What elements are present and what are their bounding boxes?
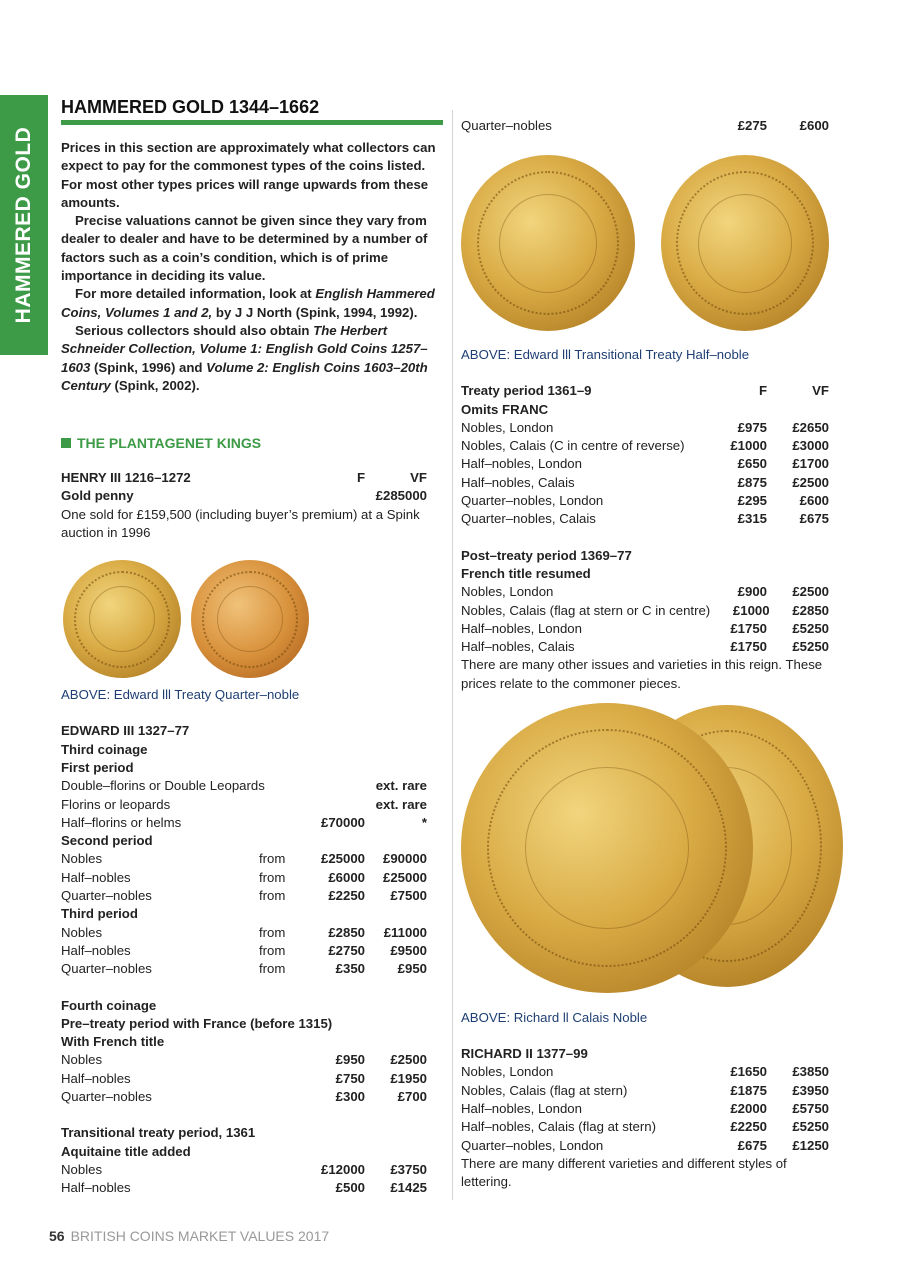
price-vf: £675 xyxy=(799,511,829,527)
price-vf: £5250 xyxy=(792,620,829,636)
publication-title: BRITISH COINS MARKET VALUES 2017 xyxy=(70,1228,330,1244)
table-row xyxy=(61,960,427,978)
table-row xyxy=(61,814,427,832)
price-f: £6000 xyxy=(328,869,365,885)
price-vf: £3950 xyxy=(792,1082,829,1098)
table-row xyxy=(61,1088,427,1106)
subheading-label: First period xyxy=(61,759,134,775)
table-row xyxy=(61,887,427,905)
price-vf: £9500 xyxy=(390,942,427,958)
coin-photo-quarter-noble xyxy=(63,560,443,678)
reign-heading xyxy=(461,1045,829,1063)
price-vf: £950 xyxy=(397,961,427,977)
subheading-label: Fourth coinage xyxy=(61,997,157,1013)
price-f: £2850 xyxy=(328,924,365,940)
price-f: £975 xyxy=(737,419,767,435)
coin-label: Half–nobles xyxy=(61,1180,131,1196)
richard-note: There are many different varieties and different styles of lettering. xyxy=(461,1155,787,1190)
coin-label: Half–florins or helms xyxy=(61,814,182,830)
section-side-tab xyxy=(0,95,48,355)
period-heading-label: Post–treaty period 1369–77 xyxy=(461,547,632,563)
coin-reverse-image xyxy=(191,560,309,678)
table-row xyxy=(461,638,829,656)
subheading xyxy=(61,759,427,777)
price-vf: £2500 xyxy=(792,474,829,490)
price-f: £300 xyxy=(335,1088,365,1104)
coin-label: Quarter–nobles xyxy=(61,961,152,977)
table-row xyxy=(461,455,829,473)
subheading xyxy=(61,1033,427,1051)
price-vf: £2500 xyxy=(792,584,829,600)
from-qualifier: from xyxy=(259,869,286,885)
post-treaty-note: There are many other issues and varieties in this reign. These prices relate to the commoner pieces. xyxy=(461,657,823,691)
intro-text-span: (Spink, 2002). xyxy=(110,377,200,393)
price-vf: £3000 xyxy=(792,438,829,454)
coin-label: Nobles, London xyxy=(461,1064,554,1080)
price-vf: £90000 xyxy=(382,851,427,867)
reign-heading-label: EDWARD III 1327–77 xyxy=(61,723,190,739)
grade-vf-heading: VF xyxy=(812,383,829,399)
subheading xyxy=(61,832,427,850)
table-row xyxy=(461,1082,829,1100)
intro-text xyxy=(61,139,443,395)
table-row xyxy=(61,1179,427,1197)
intro-paragraph-3 xyxy=(61,285,443,322)
price-f: £1750 xyxy=(730,639,767,655)
subheading xyxy=(61,1124,427,1142)
subheading-label: Omits FRANC xyxy=(461,401,549,417)
price-vf: £11000 xyxy=(383,924,427,940)
henry-note: One sold for £159,500 (including buyer’s premium) at a Spink auction in 1996 xyxy=(61,506,420,541)
coin-photo-half-noble xyxy=(461,155,829,331)
subheading-label: Third period xyxy=(61,906,138,922)
price-vf: £2500 xyxy=(390,1052,427,1068)
grade-f-heading: F xyxy=(356,470,365,486)
subheading-label: French title resumed xyxy=(461,565,591,581)
section-heading xyxy=(61,435,443,451)
price-vf: £600 xyxy=(799,118,829,133)
page-number: 56 xyxy=(49,1228,65,1244)
price-vf: £5250 xyxy=(792,639,829,655)
table-row xyxy=(461,602,829,620)
edward-iii-table xyxy=(61,722,443,1197)
from-qualifier xyxy=(259,796,303,814)
coin-label: Half–nobles xyxy=(61,869,131,885)
price-f: £950 xyxy=(335,1052,365,1068)
reign-heading xyxy=(61,722,427,740)
price-f: £1000 xyxy=(732,602,770,618)
coin-label: Nobles, Calais (flag at stern) xyxy=(461,1082,628,1098)
table-row xyxy=(461,474,829,492)
price-vf: £1425 xyxy=(390,1180,427,1196)
table-row xyxy=(461,492,829,510)
price-f: £350 xyxy=(335,961,365,977)
table-row xyxy=(461,437,829,455)
richard-ii-table xyxy=(461,1045,829,1191)
subheading-label: With French title xyxy=(61,1034,165,1050)
price-f: £500 xyxy=(335,1180,365,1196)
price-vf: £2650 xyxy=(792,419,829,435)
coin-label: Nobles, Calais (C in centre of reverse) xyxy=(461,438,685,454)
coin-obverse-image xyxy=(461,703,753,993)
page-footer xyxy=(49,1228,329,1244)
subheading-label: Pre–treaty period with France (before 1315) xyxy=(61,1015,333,1031)
coin-value: £285000 xyxy=(375,488,427,504)
column-divider xyxy=(452,110,453,1200)
page-title: HAMMERED GOLD 1344–1662 xyxy=(61,97,320,117)
coin-label: Florins or leopards xyxy=(61,796,171,812)
table-row xyxy=(61,850,427,868)
price-f xyxy=(307,777,367,795)
table-row xyxy=(461,510,829,528)
price-vf: £1950 xyxy=(390,1070,427,1086)
from-qualifier: from xyxy=(259,961,286,977)
price-f: £275 xyxy=(737,118,767,133)
price-f: £295 xyxy=(737,493,767,509)
price-vf: £2850 xyxy=(792,602,829,618)
subheading-label: Transitional treaty period, 1361 xyxy=(61,1125,256,1141)
subheading xyxy=(461,565,829,583)
coin-label: Quarter–nobles, Calais xyxy=(461,511,596,527)
coin-label: Quarter–nobles xyxy=(461,118,552,133)
coin-label: Quarter–nobles xyxy=(61,1088,152,1104)
from-qualifier: from xyxy=(259,851,286,867)
side-tab-label: HAMMERED GOLD xyxy=(12,126,35,324)
price-f: £900 xyxy=(737,584,767,600)
reign-heading-label: RICHARD II 1377–99 xyxy=(461,1046,588,1062)
caption-half-noble: ABOVE: Edward lll Transitional Treaty Half–noble xyxy=(461,347,750,363)
price-vf: £5250 xyxy=(792,1119,829,1135)
price-f: £1650 xyxy=(730,1064,767,1080)
table-row xyxy=(461,1137,829,1155)
book-title-north: English Hammered Coins, Volumes 1 and 2, xyxy=(61,286,435,320)
coin-label: Half–nobles, Calais (flag at stern) xyxy=(461,1119,656,1135)
subheading xyxy=(61,1143,427,1161)
price-f: £875 xyxy=(737,474,767,490)
price-vf: * xyxy=(421,814,427,830)
price-f: £1000 xyxy=(730,438,767,454)
price-f: £2000 xyxy=(730,1100,767,1116)
coin-label: Quarter–nobles, London xyxy=(461,493,604,509)
coin-label: Nobles xyxy=(61,924,103,940)
coin-label: Half–nobles, London xyxy=(461,1100,582,1116)
table-row xyxy=(61,924,427,942)
price-f: £2750 xyxy=(328,942,365,958)
table-row xyxy=(61,487,427,505)
subheading xyxy=(61,905,427,923)
table-row xyxy=(461,1100,829,1118)
coin-label: Half–nobles, Calais xyxy=(461,474,575,490)
intro-paragraph-4 xyxy=(61,322,443,395)
table-row xyxy=(461,419,829,437)
caption-calais-noble: ABOVE: Richard ll Calais Noble xyxy=(461,1010,648,1026)
price-f xyxy=(303,796,365,814)
intro-paragraph-1: Prices in this section are approximately what collectors can expect to pay for the commonest types of the coins listed. For most other types prices will range upwards from these amounts. xyxy=(61,140,436,210)
treaty-table xyxy=(461,382,829,693)
coin-label: Half–nobles, London xyxy=(461,456,582,472)
section-heading-label: THE PLANTAGENET KINGS xyxy=(77,435,262,452)
price-vf: £3850 xyxy=(792,1064,829,1080)
from-qualifier: from xyxy=(259,924,286,940)
coin-label: Nobles, London xyxy=(461,584,554,600)
coin-obverse-image xyxy=(461,155,635,331)
price-f: £2250 xyxy=(730,1119,767,1135)
table-row xyxy=(61,1161,427,1179)
coin-label: Quarter–nobles xyxy=(61,888,152,904)
coin-label: Nobles xyxy=(61,1052,103,1068)
left-column xyxy=(61,96,443,1197)
table-row xyxy=(461,1063,829,1081)
from-qualifier xyxy=(259,814,303,832)
book-title-schneider-1: The Herbert Schneider Collection, Volume 1: English Gold Coins 1257–1603 xyxy=(61,322,428,375)
from-qualifier xyxy=(265,777,307,795)
price-f: £2250 xyxy=(328,888,365,904)
intro-text-span: For more detailed information, look at xyxy=(75,286,316,302)
right-column xyxy=(461,117,829,1191)
intro-text-span: (Spink, 1996) and xyxy=(90,359,207,375)
period-heading: Treaty period 1361–9 xyxy=(461,383,592,399)
coin-label: Double–florins or Double Leopards xyxy=(61,778,265,794)
price-vf: ext. rare xyxy=(375,796,427,812)
price-vf: ext. rare xyxy=(375,778,428,794)
caption-quarter-noble: ABOVE: Edward lll Treaty Quarter–noble xyxy=(61,687,300,703)
table-row xyxy=(461,583,829,601)
coin-label: Nobles, London xyxy=(461,419,554,435)
intro-text-span: Serious collectors should also obtain xyxy=(75,322,314,338)
price-f: £70000 xyxy=(320,814,365,830)
price-vf: £1700 xyxy=(792,456,829,472)
coin-label: Nobles xyxy=(61,1161,103,1177)
price-vf: £600 xyxy=(799,493,829,509)
coin-label: Gold penny xyxy=(61,488,134,504)
coin-label: Half–nobles, London xyxy=(461,620,582,636)
price-f: £650 xyxy=(737,456,767,472)
intro-paragraph-2: Precise valuations cannot be given since they vary from dealer to dealer and have to be determined by a number of factors such as a coin’s condition, which is of prime importance in deciding its value. xyxy=(61,213,428,284)
price-f: £12000 xyxy=(320,1161,365,1177)
from-qualifier: from xyxy=(259,888,286,904)
price-vf: £7500 xyxy=(390,888,427,904)
table-row xyxy=(461,117,829,135)
price-vf: £1250 xyxy=(792,1137,829,1153)
coin-reverse-image xyxy=(661,155,829,331)
period-heading xyxy=(461,547,829,565)
subheading-label: Second period xyxy=(61,833,153,849)
table-row xyxy=(61,942,427,960)
price-f: £675 xyxy=(737,1137,767,1153)
coin-label: Half–nobles xyxy=(61,1070,131,1086)
subheading xyxy=(461,401,829,419)
intro-text-span: by J J North (Spink, 1994, 1992). xyxy=(212,304,418,320)
subheading xyxy=(61,1015,427,1033)
coin-label: Half–nobles, Calais xyxy=(461,639,575,655)
grade-f-heading: F xyxy=(758,383,767,399)
henry-iii-table xyxy=(61,469,443,542)
subheading-label: Aquitaine title added xyxy=(61,1143,191,1159)
table-row xyxy=(61,1070,427,1088)
price-vf: £25000 xyxy=(382,869,427,885)
table-row xyxy=(461,620,829,638)
price-vf: £5750 xyxy=(792,1100,829,1116)
price-vf: £700 xyxy=(397,1088,427,1104)
grade-vf-heading: VF xyxy=(410,470,427,486)
section-square-icon xyxy=(61,438,71,448)
subheading xyxy=(61,997,427,1015)
price-vf: £3750 xyxy=(390,1161,427,1177)
table-row xyxy=(61,869,427,887)
book-title-schneider-2: Volume 2: English Coins 1603–20th Century xyxy=(61,359,428,393)
price-f: £750 xyxy=(335,1070,365,1086)
subheading-label: Third coinage xyxy=(61,741,148,757)
price-f: £315 xyxy=(737,511,767,527)
coin-obverse-image xyxy=(63,560,181,678)
table-row xyxy=(461,1118,829,1136)
table-row xyxy=(61,1051,427,1069)
price-f: £1875 xyxy=(730,1082,767,1098)
table-row xyxy=(61,777,427,795)
table-row xyxy=(61,796,427,814)
coin-label: Nobles, Calais (flag at stern or C in centre) xyxy=(461,602,711,618)
from-qualifier: from xyxy=(259,942,286,958)
subheading xyxy=(61,741,427,759)
table-header xyxy=(61,469,427,487)
title-underline xyxy=(61,120,443,125)
coin-label: Half–nobles xyxy=(61,942,131,958)
table-header xyxy=(461,382,829,400)
coin-photo-calais-noble xyxy=(461,703,841,993)
price-f: £1750 xyxy=(730,620,767,636)
coin-label: Nobles xyxy=(61,851,103,867)
reign-heading: HENRY III 1216–1272 xyxy=(61,470,191,486)
coin-label: Quarter–nobles, London xyxy=(461,1137,604,1153)
price-f: £25000 xyxy=(320,851,365,867)
